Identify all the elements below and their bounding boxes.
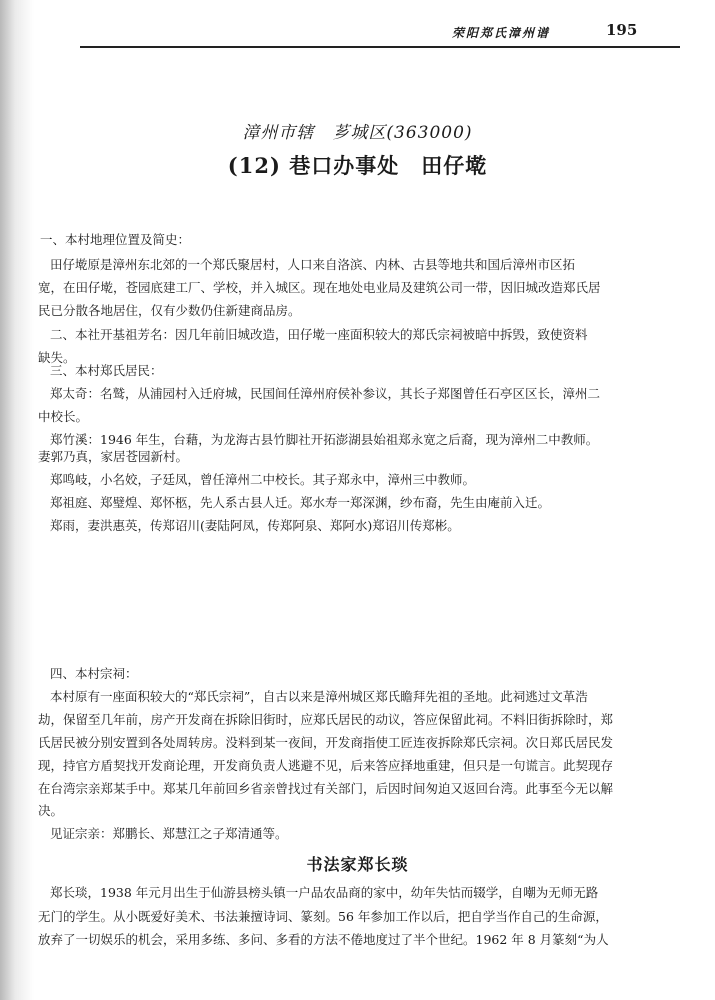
section-heading: 四、本村宗祠： — [50, 666, 138, 681]
region-line: 漳州市辖 芗城区(363000) — [242, 123, 473, 143]
paragraph-line: 妻郭乃真，家居苍园新村。 — [38, 449, 189, 464]
paragraph-line: 郑太奇：名鹫，从浦园村入迁府城，民国间任漳州府侯补参议，其长子郑图曾任石亭区区长，漳州二 — [50, 386, 601, 401]
section-heading: 一、本村地理位置及简史： — [40, 232, 191, 247]
bio-paragraph-line: 无门的学生。从小既爱好美术、书法兼擅诗词、篆刻。56 年参加工作以后，把自学当作自己的生命源， — [38, 909, 608, 924]
paragraph-line: 中校长。 — [38, 409, 89, 424]
subsection-title: 书法家郑长琰 — [306, 855, 409, 874]
paragraph-line: 郑雨，妻洪惠英，传郑诏川(妻陆阿凤，传郑阿泉、郑阿水)郑诏川传郑彬。 — [50, 518, 460, 533]
paragraph-line: 缺失。 — [38, 350, 76, 365]
bio-paragraph-line: 郑长琰，1938 年元月出生于仙游县榜头镇一户品农品商的家中，幼年失怙而辍学，自嘲为无师无路 — [50, 885, 599, 900]
paragraph-line: 氏居民被分别安置到各处周转房。没料到某一夜间，开发商指使工匠连夜拆除郑氏宗祠。次日郑氏居民发 — [38, 735, 614, 750]
paragraph-line: 郑祖庭、郑璧煌、郑怀柩，先人系古县人迁。郑水寿一郑深渊，纱布裔，先生由庵前入迁。 — [50, 495, 551, 510]
paragraph-line: 劫，保留至几年前，房产开发商在拆除旧街时，应郑氏居民的动议，答应保留此祠。不料旧街拆除时，郑 — [38, 712, 614, 727]
paragraph-line: 民已分散各地居住，仅有少数仍住新建商品房。 — [38, 303, 301, 318]
paragraph-line: 本村原有一座面积较大的“郑氏宗祠”，自古以来是漳州城区郑氏瞻拜先祖的圣地。此祠逃过文革浩 — [50, 689, 588, 704]
paragraph-line: 宽，在田仔墘，苍园底建工厂、学校，并入城区。现在地处电业局及建筑公司一带，因旧城改造郑氏居 — [38, 280, 601, 295]
paragraph-line: 见证宗亲：郑鹏长、郑慧江之子郑清通等。 — [50, 826, 288, 841]
paragraph-line: 在台湾宗亲郑某手中。郑某几年前回乡省亲曾找过有关部门，后因时间匆迫又返回台湾。此事至今无以解 — [38, 781, 614, 796]
paragraph-line: 二、本社开基祖芳名：因几年前旧城改造，田仔墘一座面积较大的郑氏宗祠被暗中拆毁，致使资料 — [50, 327, 588, 342]
header-rule — [80, 46, 680, 48]
section-heading: 三、本村郑氏居民： — [50, 363, 163, 378]
paragraph-line: 郑竹溪：1946 年生，台藉，为龙海古县竹脚社开拓澎湖县始祖郑永宽之后裔，现为漳州二中教师。 — [50, 432, 599, 447]
paragraph-line: 郑鸣岐，小名姣，子廷凤，曾任漳州二中校长。其子郑永中，漳州三中教师。 — [50, 472, 476, 487]
paragraph-line: 决。 — [38, 803, 64, 818]
paragraph-line: 现，持官方盾契找开发商论理，开发商负责人逃避不见，后来答应择地重建，但只是一句谎言。此契现存 — [38, 758, 614, 773]
paragraph-line: 田仔墘原是漳州东北郊的一个郑氏聚居村，人口来自洛滨、内林、古县等地共和国后漳州市区拓 — [50, 257, 576, 272]
bio-paragraph-line: 放弃了一切娱乐的机会，采用多练、多问、多看的方法不倦地度过了半个世纪。1962 年 8 月篆刻“为人 — [38, 932, 609, 947]
section-title: (12) 巷口办事处 田仔墘 — [227, 153, 488, 178]
page-number: 195 — [606, 21, 638, 39]
running-header-title: 荣阳郑氏漳州谱 — [452, 26, 551, 40]
